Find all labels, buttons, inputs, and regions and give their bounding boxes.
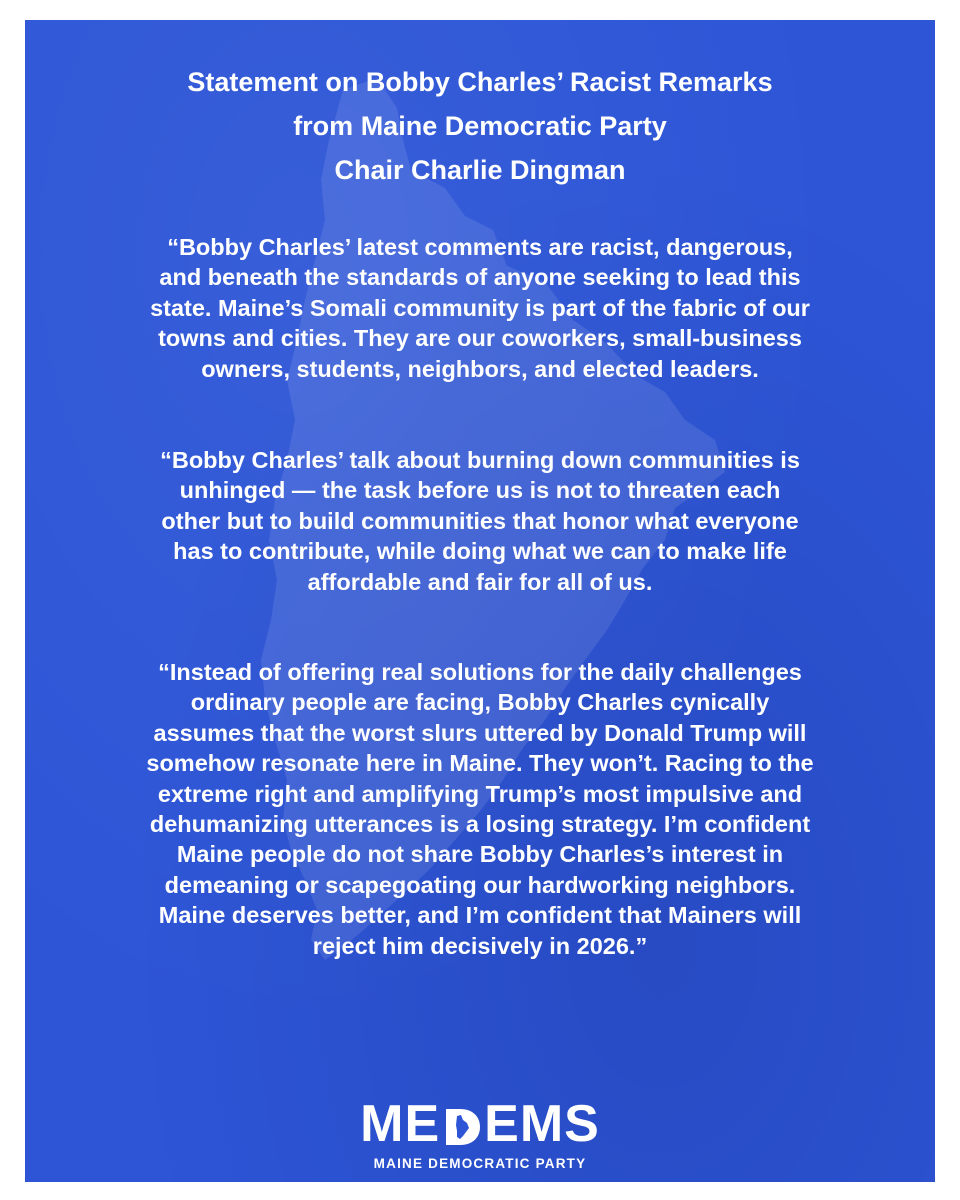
title-line: Chair Charlie Dingman — [334, 155, 626, 185]
paragraph-line: and beneath the standards of anyone seeking to lead this — [159, 264, 801, 291]
paragraph-line: dehumanizing utterances is a losing strategy. I’m confident — [149, 811, 811, 838]
title-line: from Maine Democratic Party — [293, 111, 667, 141]
maine-d-icon — [442, 1104, 482, 1144]
paragraph-line: reject him decisively in 2026.” — [312, 932, 648, 959]
paragraph-line: somehow resonate here in Maine. They won’t. Racing to the — [146, 750, 814, 777]
paragraph-line: “Instead of offering real solutions for the daily challenges — [158, 659, 802, 685]
maine-map-silhouette — [25, 20, 935, 1182]
paragraph-line: Maine deserves better, and I’m confident that Mainers will — [158, 902, 802, 929]
paragraph-line: other but to build communities that honor what everyone — [161, 507, 799, 534]
statement-title — [65, 60, 895, 192]
paragraph-line: towns and cities. They are our coworkers, small-business — [158, 325, 802, 352]
paragraph-line: has to contribute, while doing what we can to make life — [173, 538, 787, 565]
paragraph-line: owners, students, neighbors, and elected leaders. — [201, 355, 759, 382]
paragraph-line: assumes that the worst slurs uttered by Donald Trump will — [153, 719, 807, 746]
paragraph-line: unhinged — the task before us is not to threaten each — [179, 477, 781, 504]
logo-wordmark — [360, 1095, 600, 1153]
paragraph-line: state. Maine’s Somali community is part of the fabric of our — [150, 294, 810, 321]
paragraph-line: affordable and fair for all of us. — [307, 568, 653, 595]
statement-card — [25, 20, 935, 1182]
paragraph-line: Maine people do not share Bobby Charles’s interest in — [176, 841, 784, 868]
title-line: Statement on Bobby Charles’ Racist Remarks — [187, 67, 773, 97]
statement-paragraph-1 — [63, 232, 897, 384]
statement-paragraph-2 — [63, 445, 897, 597]
logo-text-ems: EMS — [484, 1095, 600, 1153]
paragraph-line: ordinary people are facing, Bobby Charles cynically — [190, 689, 770, 716]
paragraph-line: “Bobby Charles’ latest comments are racist, dangerous, — [167, 234, 793, 260]
logo-subtitle: MAINE DEMOCRATIC PARTY — [373, 1156, 587, 1171]
logo-text-me: ME — [360, 1095, 441, 1153]
paragraph-line: extreme right and amplifying Trump’s most impulsive and — [157, 780, 803, 807]
statement-paragraph-3 — [63, 657, 897, 961]
medems-logo — [330, 1095, 630, 1171]
paragraph-line: “Bobby Charles’ talk about burning down communities is — [160, 447, 800, 473]
paragraph-line: demeaning or scapegoating our hardworking neighbors. — [164, 871, 796, 898]
